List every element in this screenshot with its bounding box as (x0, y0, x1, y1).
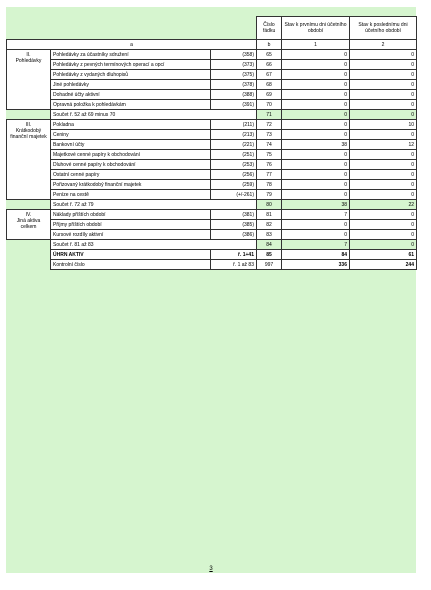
table-row (7, 210, 417, 220)
row-value-first: 7 (282, 210, 350, 220)
row-value-first: 0 (282, 170, 350, 180)
row-value-last: 0 (350, 130, 417, 140)
row-value-last: 0 (350, 210, 417, 220)
row-value-first: 0 (282, 110, 350, 120)
table-row (7, 120, 417, 130)
row-value-first: 0 (282, 70, 350, 80)
row-account: (259) (211, 180, 257, 190)
row-line: 76 (257, 160, 282, 170)
group-roman: II. (26, 52, 31, 58)
row-value-last: 0 (350, 160, 417, 170)
row-value-first: 0 (282, 230, 350, 240)
row-value-last: 0 (350, 110, 417, 120)
row-label: Peníze na cestě (51, 190, 211, 200)
row-label: Jiné pohledávky (51, 80, 211, 90)
row-value-last: 0 (350, 150, 417, 160)
subtotal-row (7, 240, 417, 250)
table-row (7, 90, 417, 100)
group-roman: IV. (25, 212, 32, 218)
row-value-last: 0 (350, 240, 417, 250)
row-line: 81 (257, 210, 282, 220)
row-account: (381) (211, 210, 257, 220)
row-value-last: 0 (350, 70, 417, 80)
row-value-last: 22 (350, 200, 417, 210)
row-value-first: 0 (282, 180, 350, 190)
group-name: Pohledávky (15, 58, 42, 64)
row-label: Dluhové cenné papíry k obchodování (51, 160, 211, 170)
row-value-last: 0 (350, 180, 417, 190)
row-line: 83 (257, 230, 282, 240)
subheader-b: b (257, 40, 282, 50)
row-value-first: 0 (282, 160, 350, 170)
group-name: Krátkodobý finanční majetek (10, 128, 47, 140)
row-label: Náklady příštích období (51, 210, 211, 220)
row-label: Majetkové cenné papíry k obchodování (51, 150, 211, 160)
row-line: 67 (257, 70, 282, 80)
row-line: 997 (257, 260, 282, 270)
table-row (7, 50, 417, 60)
row-account: ř. 1 až 83 (211, 260, 257, 270)
row-value-first: 7 (282, 240, 350, 250)
row-line: 69 (257, 90, 282, 100)
row-account: (253) (211, 160, 257, 170)
row-label: ÚHRN AKTIV (51, 250, 211, 260)
row-value-first: 84 (282, 250, 350, 260)
table-row (7, 140, 417, 150)
row-line: 66 (257, 60, 282, 70)
control-number-row (7, 260, 417, 270)
row-value-last: 0 (350, 190, 417, 200)
row-account: (386) (211, 230, 257, 240)
group-roman: III. (25, 122, 32, 128)
header-row-number: Číslo řádku (257, 17, 282, 40)
table-row (7, 170, 417, 180)
row-value-last: 0 (350, 50, 417, 60)
group-short-term-financial (7, 120, 51, 200)
subheader-1: 1 (282, 40, 350, 50)
subheader-2: 2 (350, 40, 417, 50)
row-account: (375) (211, 70, 257, 80)
row-value-last: 244 (350, 260, 417, 270)
row-value-first: 0 (282, 90, 350, 100)
row-value-first: 0 (282, 80, 350, 90)
table-row (7, 80, 417, 90)
row-value-first: 0 (282, 150, 350, 160)
row-line: 77 (257, 170, 282, 180)
row-value-first: 0 (282, 100, 350, 110)
row-value-last: 0 (350, 220, 417, 230)
row-value-last: 0 (350, 100, 417, 110)
row-label: Kontrolní číslo (51, 260, 211, 270)
row-value-last: 61 (350, 250, 417, 260)
row-value-first: 38 (282, 200, 350, 210)
row-line: 74 (257, 140, 282, 150)
row-value-last: 0 (350, 170, 417, 180)
row-line: 73 (257, 130, 282, 140)
row-value-last: 0 (350, 230, 417, 240)
row-line: 79 (257, 190, 282, 200)
row-line: 70 (257, 100, 282, 110)
row-value-first: 0 (282, 190, 350, 200)
balance-sheet-page (6, 7, 416, 573)
row-value-first: 0 (282, 60, 350, 70)
header-blank (7, 17, 257, 40)
subheader-a: a (7, 40, 257, 50)
row-line: 84 (257, 240, 282, 250)
row-account: (391) (211, 100, 257, 110)
row-account: (388) (211, 90, 257, 100)
row-account: (+/-261) (211, 190, 257, 200)
row-label: Pohledávky z pevných termínových operací a opcí (51, 60, 211, 70)
row-line: 68 (257, 80, 282, 90)
row-account: (256) (211, 170, 257, 180)
row-label: Pokladna (51, 120, 211, 130)
row-label: Pohledávky z vydaných dluhopisů (51, 70, 211, 80)
row-account: (251) (211, 150, 257, 160)
row-value-first: 0 (282, 120, 350, 130)
row-line: 75 (257, 150, 282, 160)
table-row (7, 230, 417, 240)
table-row (7, 180, 417, 190)
row-value-first: 336 (282, 260, 350, 270)
group-receivables (7, 50, 51, 110)
row-line: 82 (257, 220, 282, 230)
row-value-first: 0 (282, 130, 350, 140)
row-label: Součet ř. 72 až 79 (51, 200, 257, 210)
table-row (7, 60, 417, 70)
row-line: 78 (257, 180, 282, 190)
row-value-last: 10 (350, 120, 417, 130)
table-row (7, 190, 417, 200)
row-account: (358) (211, 50, 257, 60)
group-other-assets (7, 210, 51, 240)
row-account: (385) (211, 220, 257, 230)
row-label: Příjmy příštích období (51, 220, 211, 230)
row-value-first: 0 (282, 220, 350, 230)
table-row (7, 150, 417, 160)
table-row (7, 70, 417, 80)
assets-table (6, 16, 417, 270)
row-account: (373) (211, 60, 257, 70)
row-value-last: 0 (350, 90, 417, 100)
row-account: (221) (211, 140, 257, 150)
row-label: Ceniny (51, 130, 211, 140)
group-name: Jiná aktiva celkem (16, 218, 41, 230)
row-label: Součet ř. 81 až 83 (51, 240, 257, 250)
row-label: Kursové rozdíly aktivní (51, 230, 211, 240)
row-value-last: 0 (350, 60, 417, 70)
total-assets-row (7, 250, 417, 260)
row-line: 85 (257, 250, 282, 260)
row-account: (213) (211, 130, 257, 140)
row-value-first: 38 (282, 140, 350, 150)
header-last-day: Stav k poslednímu dni účetního období (350, 17, 417, 40)
row-label: Pohledávky za účastníky sdružení (51, 50, 211, 60)
row-account: (211) (211, 120, 257, 130)
row-line: 72 (257, 120, 282, 130)
subtotal-row (7, 200, 417, 210)
row-label: Pořizovaný krátkodobý finanční majetek (51, 180, 211, 190)
row-line: 65 (257, 50, 282, 60)
row-account: (378) (211, 80, 257, 90)
table-row (7, 220, 417, 230)
row-label: Opravná položka k pohledávkám (51, 100, 211, 110)
row-line: 80 (257, 200, 282, 210)
page-number: 3 (209, 566, 213, 572)
row-label: Dohadné účty aktivní (51, 90, 211, 100)
row-value-first: 0 (282, 50, 350, 60)
header-first-day: Stav k prvnímu dni účetního období (282, 17, 350, 40)
row-label: Ostatní cenné papíry (51, 170, 211, 180)
table-row (7, 130, 417, 140)
row-label: Bankovní účty (51, 140, 211, 150)
row-label: Součet ř. 52 až 69 minus 70 (51, 110, 257, 120)
subtotal-row (7, 110, 417, 120)
row-account: ř. 1+41 (211, 250, 257, 260)
table-row (7, 100, 417, 110)
row-value-last: 0 (350, 80, 417, 90)
row-value-last: 12 (350, 140, 417, 150)
table-row (7, 160, 417, 170)
row-line: 71 (257, 110, 282, 120)
